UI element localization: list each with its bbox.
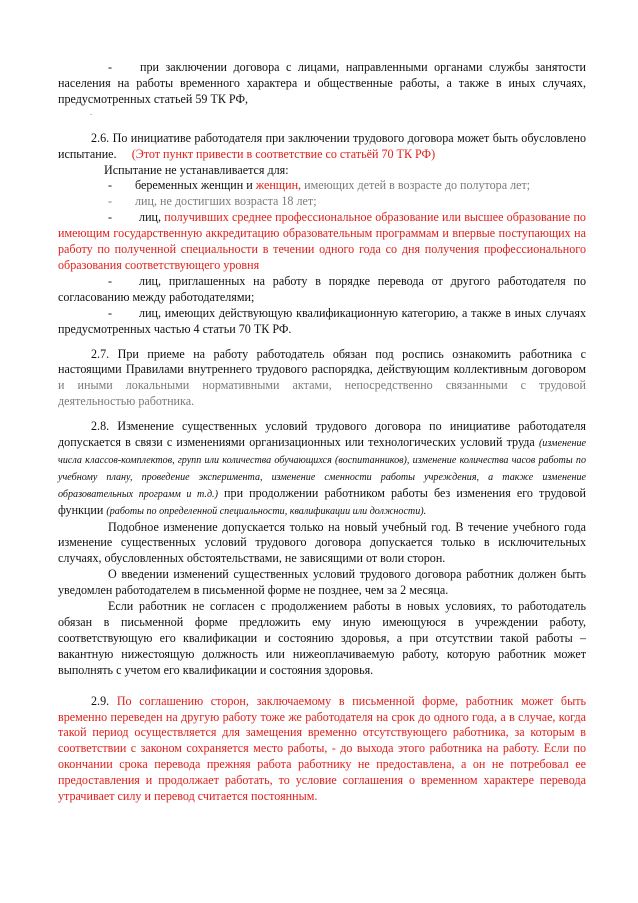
paragraph-2-8-disagree: Если работник не согласен с продолжением работы в новых условиях, то работодатель обязан в письменной форме предложить ему иную имеющуюся в учреждении работу, соответствующую его квалификации и состоянию здоровья, а при отсутствии такой работы – вакантную нижестоящую должность или нижеоплачиваемую работу, которую работник может выполнять с учетом его квалификации и состояния здоровья. xyxy=(58,599,586,677)
exceptions-heading: Испытание не устанавливается для: xyxy=(104,162,289,177)
paragraph-2-7: 2.7. При приеме на работу работодатель обязан под роспись ознакомить работника с настоящими Правилами внутреннего трудового распорядка, действующим коллективным договором и иными локальными нормативными актами, непосредственно связанными с трудовой деятельностью работника. xyxy=(58,346,586,409)
exception-item-2: - лиц, не достигших возраста 18 лет; xyxy=(108,194,317,209)
paragraph-item-59: - при заключении договора с лицами, направленными органами службы занятости населения на работы временного характера и общественные работы, а также в иных случаях, предусмотренных статьей 59 ТК РФ, xyxy=(58,60,586,106)
paragraph-2-8-new-year: Подобное изменение допускается только на новый учебный год. В течение учебного года изменение существенных условий трудового договора допускается только в исключительных случаях, обусловленных обстоятельствами, не зависящими от воли сторон. xyxy=(58,519,586,566)
exception-item-5: - лиц, имеющих действующую квалификационную категорию, а также в иных случаях предусмотренных частью 4 статьи 70 ТК РФ. xyxy=(58,305,586,336)
paragraph-2-8-notice: О введении изменений существенных условий трудового договора работник должен быть уведомлен работодателем в письменной форме не позднее, чем за 2 месяца. xyxy=(58,567,586,598)
stray-dot: . xyxy=(90,106,93,117)
exception-item-4: - лиц, приглашенных на работу в порядке перевода от другого работодателя по согласованию между работодателями; xyxy=(58,273,586,304)
paragraph-2-8: 2.8. Изменение существенных условий трудового договора по инициативе работодателя допускается в связи с изменениями организационных или технологических условий труда (изменение числа классов-комплектов, групп или количества обучающихся (воспитанников), изменение количества часов работы по учебному плану, проведение эксперимента, изменение сменности работы учреждения, а также изменение образовательных программ и т.д.) при продолжении работником работы без изменения его трудовой функции (работы по определенной специальности, квалификации или должности). xyxy=(58,419,586,517)
paragraph-2-9: 2.9. По соглашению сторон, заключаемому в письменной форме, работник может быть временно переведен на другую работу тоже же работодателя на срок до одного года, а в случае, когда такой период осуществляется для замещения временно отсутствующего работника, за которым в соответствии с законом сохраняется место работы, - до выхода этого работника на работу. Если по окончании срока перевода прежняя работа работнику не предоставлена, а он не потребовал ее предоставления и продолжает работать, то условие соглашения о временном характере перевода утрачивает силу и перевод считается постоянным. xyxy=(58,693,586,804)
paragraph-2-6: 2.6. По инициативе работодателя при заключении трудового договора может быть обусловлено испытание. (Этот пункт привести в соответствие со статьёй 70 ТК РФ) xyxy=(58,130,586,161)
exception-item-1: - беременных женщин и женщин, имеющих детей в возрасте до полутора лет; xyxy=(108,178,531,193)
note-red: (Этот пункт привести в соответствие со статьёй 70 ТК РФ) xyxy=(131,146,436,161)
exception-item-3: - лиц, получивших среднее профессиональное образование или высшее образование по имеющим государственную аккредитацию образовательным программам и впервые поступающих на работу по полученной специальности в течении одного года со дня получения профессионального образования соответствующего уровня xyxy=(58,210,586,272)
document-page xyxy=(58,60,586,805)
